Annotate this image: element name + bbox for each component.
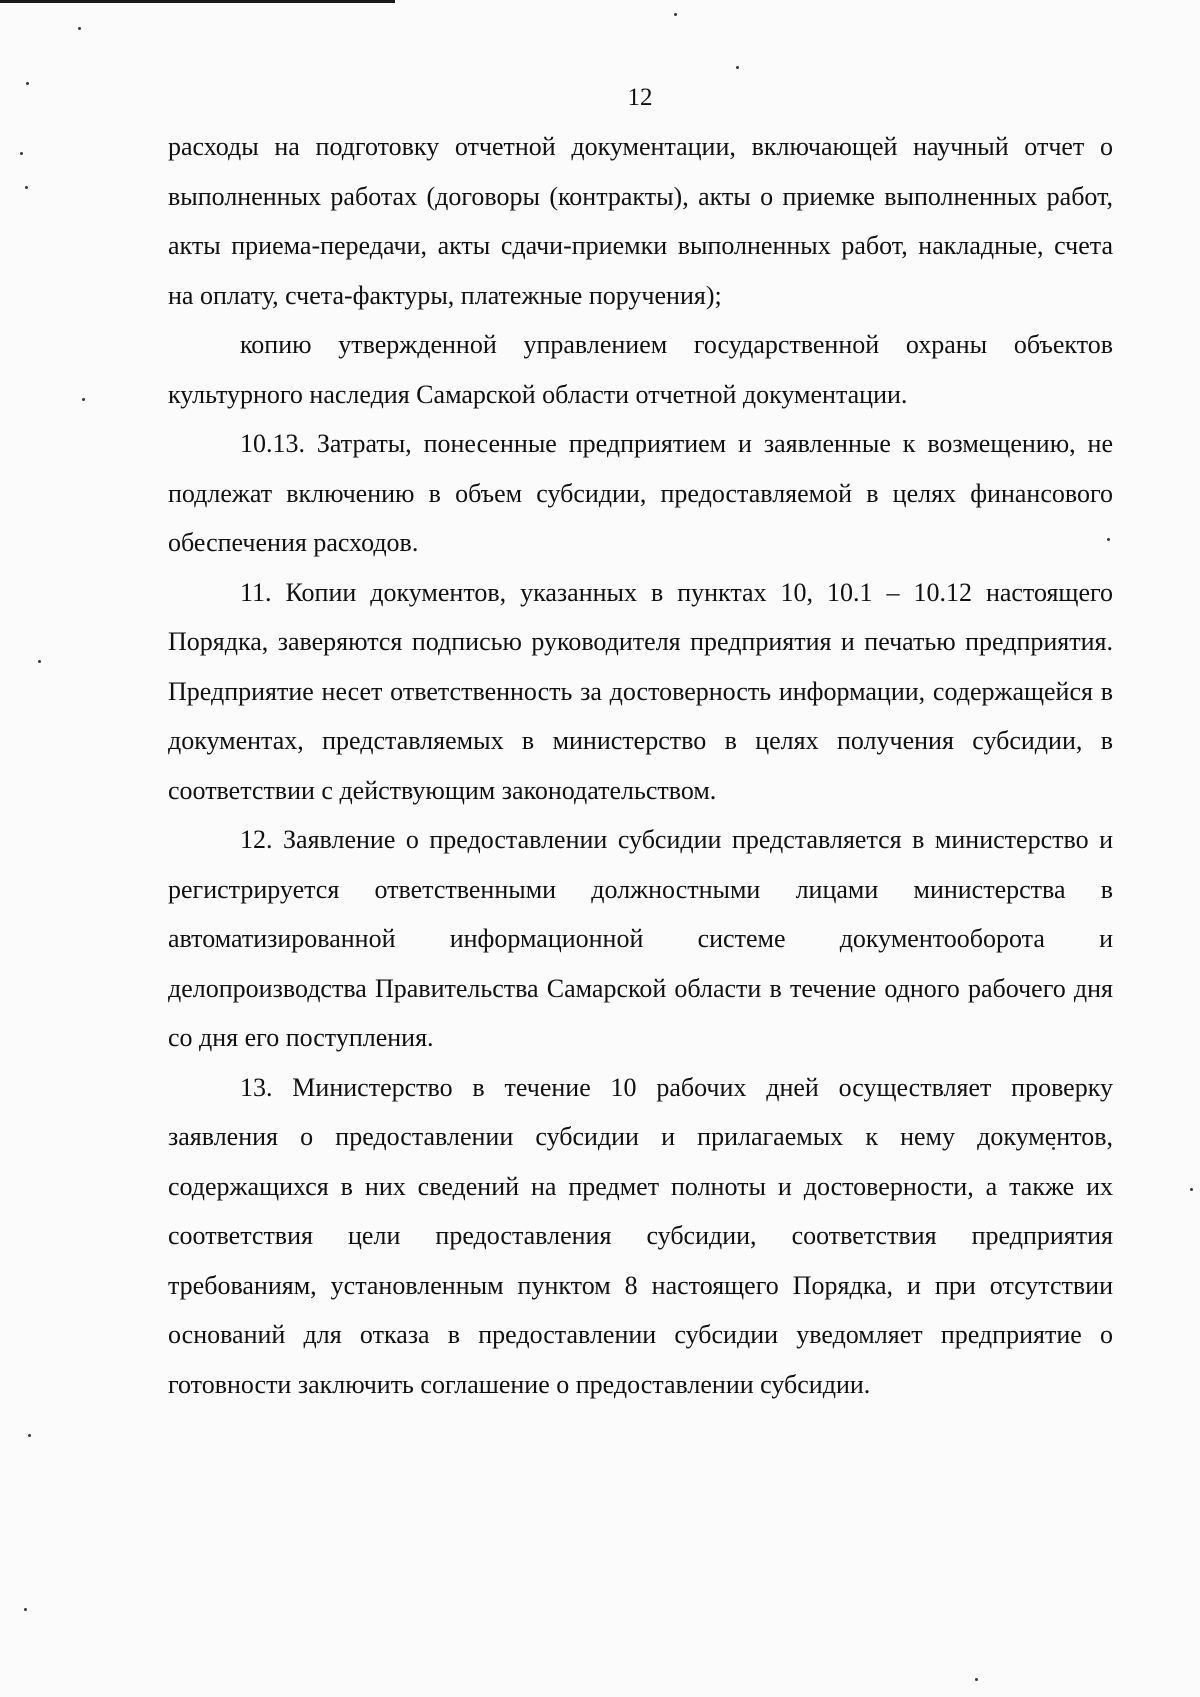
scan-speck	[28, 1434, 31, 1437]
scan-speck	[24, 1608, 27, 1611]
body-text	[168, 122, 1113, 1409]
scan-speck	[674, 13, 677, 16]
scan-speck	[82, 398, 85, 401]
paragraph-continuation: расходы на подготовку отчетной документации, включающей научный отчет о выполненных работах (договоры (контракты), акты о приемке выполненных работ, акты приема-передачи, акты сдачи-приемки выполненных работ, накладные, счета на оплату, счета-фактуры, платежные поручения);	[168, 132, 1113, 310]
scan-speck	[20, 152, 23, 155]
paragraph-clause-13: 13. Министерство в течение 10 рабочих дней осуществляет проверку заявления о предоставлении субсидии и прилагаемых к нему документов, содержащихся в них сведений на предмет полноты и достоверности, а также их соответствия цели предоставления субсидии, соответствия предприятия требованиям, установленным пунктом 8 настоящего Порядка, и при отсутствии оснований для отказа в предоставлении субсидии уведомляет предприятие о готовности заключить соглашение о предоставлении субсидии.	[168, 1072, 1113, 1399]
paragraph-copy-report: копию утвержденной управлением государственной охраны объектов культурного наследия Самарской области отчетной документации.	[168, 330, 1113, 409]
scan-speck	[736, 66, 739, 69]
paragraph-clause-10-13: 10.13. Затраты, понесенные предприятием и заявленные к возмещению, не подлежат включению в объем субсидии, предоставляемой в целях финансового обеспечения расходов.	[168, 429, 1113, 557]
scan-speck	[25, 186, 28, 189]
scan-speck	[975, 1678, 978, 1681]
scan-speck	[38, 660, 41, 663]
page-number: 12	[627, 84, 653, 111]
scan-edge-rule	[0, 0, 395, 3]
scan-speck	[78, 27, 81, 30]
scan-speck	[1190, 1188, 1193, 1191]
paragraph-clause-11: 11. Копии документов, указанных в пунктах 10, 10.1 – 10.12 настоящего Порядка, заверяются подписью руководителя предприятия и печатью предприятия. Предприятие несет ответственность за достоверность информации, содержащейся в документах, представляемых в министерство в целях получения субсидии, в соответствии с действующим законодательством.	[168, 577, 1113, 805]
paragraph-clause-12: 12. Заявление о предоставлении субсидии представляется в министерство и регистрируется ответственными должностными лицами министерства в автоматизированной информационной системе документооборота и делопроизводства Правительства Самарской области в течение одного рабочего дня со дня его поступления.	[168, 825, 1113, 1052]
scan-speck	[26, 82, 29, 85]
